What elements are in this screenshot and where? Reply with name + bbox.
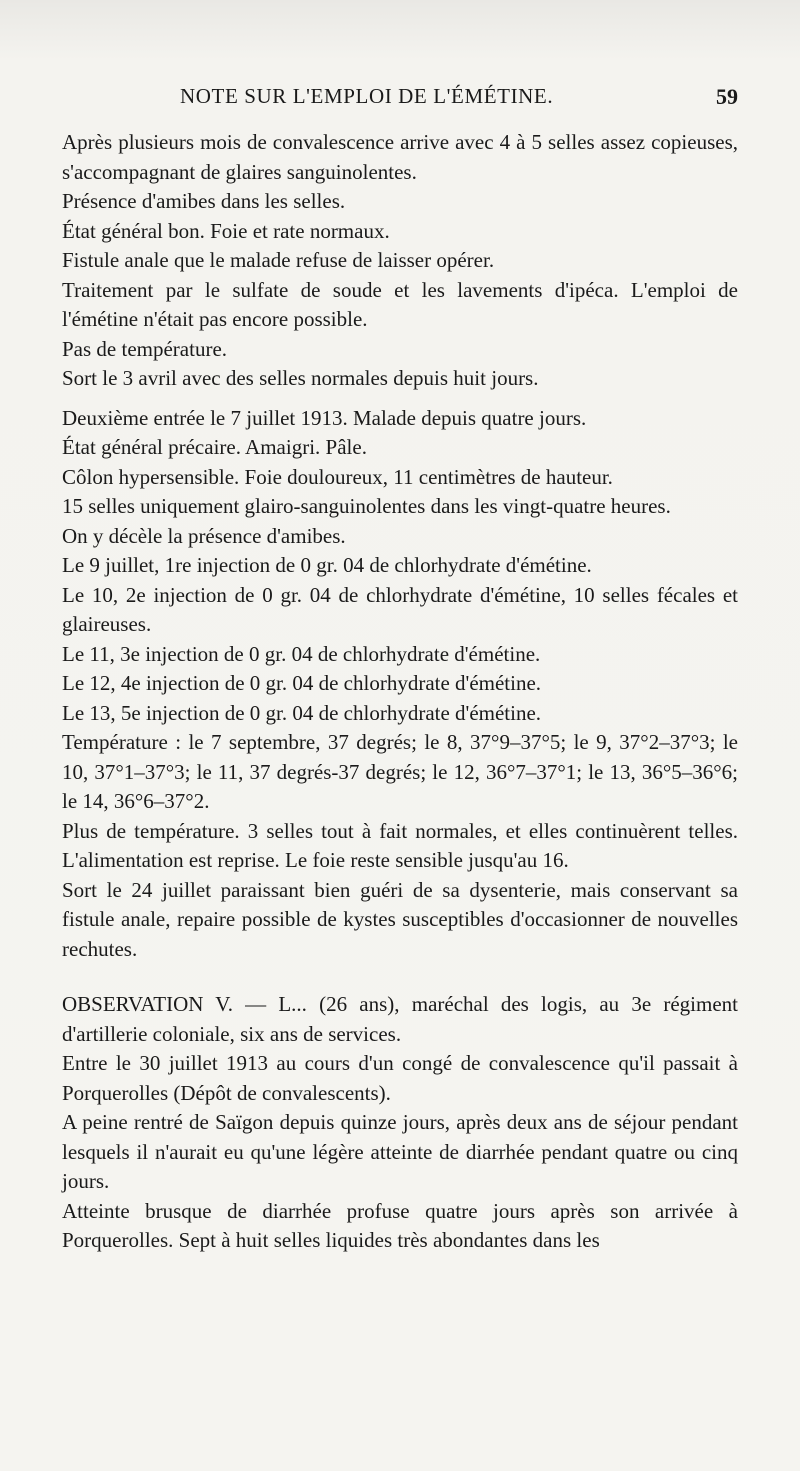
- spacer: [62, 964, 738, 990]
- running-title: NOTE SUR L'EMPLOI DE L'ÉMÉTINE.: [180, 84, 554, 108]
- paragraph: On y décèle la présence d'amibes.: [62, 523, 346, 548]
- page-header: [180, 84, 738, 116]
- paragraph: Deuxième entrée le 7 juillet 1913. Malade depuis quatre jours.: [62, 405, 587, 430]
- body-text: [62, 128, 738, 1256]
- paragraph: Température : le 7 septembre, 37 degrés; le 8, 37°9–37°5; le 9, 37°2–37°3; le 10, 37°1–37°3; le 11, 37 degrés-37 degrés; le 12, 36°7–37°1; le 13, 36°5–36°6; le 14, 36°6–37°2.: [62, 730, 738, 813]
- paragraph: Atteinte brusque de diarrhée profuse quatre jours après son arrivée à Porquerolles. Sept à huit selles liquides très abondantes dans les: [62, 1198, 738, 1252]
- paragraph: Le 13, 5e injection de 0 gr. 04 de chlorhydrate d'émétine.: [62, 700, 542, 725]
- observation-heading-paragraph: OBSERVATION V. — L... (26 ans), maréchal des logis, au 3e régiment d'artillerie coloniale, six ans de services.: [62, 992, 738, 1046]
- paragraph: Côlon hypersensible. Foie douloureux, 11 centimètres de hauteur.: [62, 464, 613, 489]
- paragraph: 15 selles uniquement glairo-sanguinolentes dans les vingt-quatre heures.: [62, 494, 671, 518]
- paragraph: État général bon. Foie et rate normaux.: [62, 218, 390, 243]
- paragraph: Fistule anale que le malade refuse de laisser opérer.: [62, 248, 495, 272]
- paragraph: Présence d'amibes dans les selles.: [62, 189, 346, 213]
- spacer: [62, 394, 738, 404]
- paragraph: Plus de température. 3 selles tout à fait normales, et elles continuèrent telles. L'alimentation est reprise. Le foie reste sensible jusqu'au 16.: [62, 818, 738, 872]
- paragraph: Le 9 juillet, 1re injection de 0 gr. 04 de chlorhydrate d'émétine.: [62, 553, 592, 577]
- paragraph: Sort le 24 juillet paraissant bien guéri de sa dysenterie, mais conservant sa fistule anale, repaire possible de kystes susceptibles d'occasionner de nouvelles rechutes.: [62, 877, 738, 961]
- paragraph: Après plusieurs mois de convalescence arrive avec 4 à 5 selles assez copieuses, s'accompagnant de glaires sanguinolentes.: [62, 130, 738, 184]
- paragraph: Le 10, 2e injection de 0 gr. 04 de chlorhydrate d'émétine, 10 selles fécales et glaireuses.: [62, 582, 738, 636]
- paragraph: Le 12, 4e injection de 0 gr. 04 de chlorhydrate d'émétine.: [62, 671, 542, 695]
- paragraph: Traitement par le sulfate de soude et les lavements d'ipéca. L'emploi de l'émétine n'était pas encore possible.: [62, 277, 738, 331]
- paragraph: Entre le 30 juillet 1913 au cours d'un congé de convalescence qu'il passait à Porquerolles (Dépôt de convalescents).: [62, 1051, 738, 1105]
- paragraph: Pas de température.: [62, 336, 228, 361]
- paragraph: Sort le 3 avril avec des selles normales depuis huit jours.: [62, 366, 539, 390]
- page-number: 59: [716, 84, 738, 109]
- paragraph: A peine rentré de Saïgon depuis quinze jours, après deux ans de séjour pendant lesquels il n'aurait eu qu'une légère atteinte de diarrhée pendant quatre ou cinq jours.: [62, 1110, 738, 1193]
- paragraph: État général précaire. Amaigri. Pâle.: [62, 435, 367, 459]
- paragraph: Le 11, 3e injection de 0 gr. 04 de chlorhydrate d'émétine.: [62, 641, 541, 666]
